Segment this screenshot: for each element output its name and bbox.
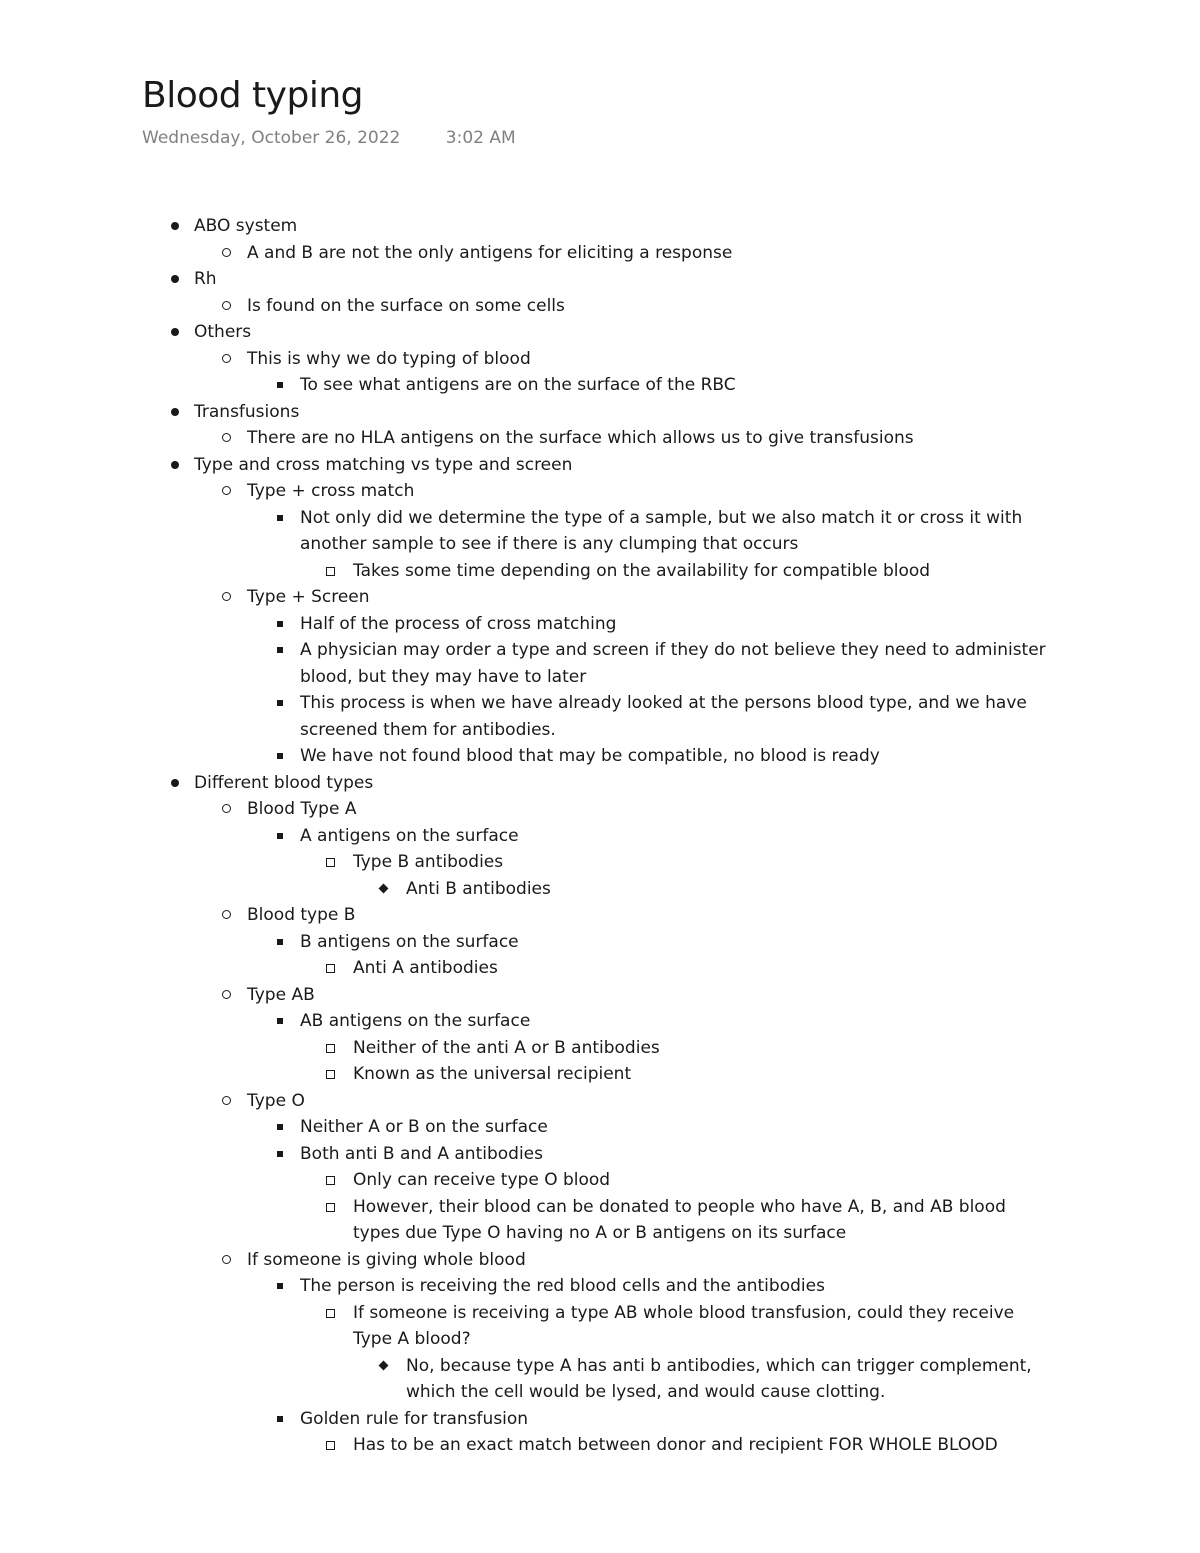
- outline-item-text: Is found on the surface on some cells: [247, 295, 565, 316]
- outline-item-text: A antigens on the surface: [300, 825, 519, 846]
- outline-item-level-1: [0, 770, 1200, 797]
- outline-item-level-2: [0, 293, 1200, 320]
- outline-item-level-2: [0, 1247, 1200, 1274]
- outline-item-level-4: [0, 1061, 1053, 1088]
- circle-bullet-icon: [222, 354, 231, 363]
- outline-item-level-3: [0, 372, 1060, 399]
- outline-item-text: Type and cross matching vs type and screen: [194, 454, 573, 475]
- outline-item-level-3: [0, 1273, 1060, 1300]
- outline-item-text: The person is receiving the red blood cells and the antibodies: [300, 1276, 825, 1296]
- outline-item-text: Others: [194, 322, 252, 342]
- outline-item-level-2: [0, 425, 1200, 452]
- outline-item-text: A and B are not the only antigens for eliciting a response: [247, 242, 733, 263]
- hollow-square-bullet-icon: [326, 858, 335, 867]
- outline-item-level-1: [0, 452, 1200, 479]
- outline-item-level-4: [0, 1300, 1053, 1353]
- outline-item-text: Anti A antibodies: [353, 958, 498, 978]
- hollow-square-bullet-icon: [326, 1176, 335, 1185]
- outline-item-level-2: [0, 346, 1200, 373]
- disc-bullet-icon: [171, 408, 179, 416]
- outline-item-text: Blood type B: [247, 905, 356, 925]
- outline-item-text: Half of the process of cross matching: [300, 613, 617, 634]
- outline-item-text: Different blood types: [194, 772, 374, 793]
- outline-item-level-3: [0, 1114, 1060, 1141]
- diamond-bullet-icon: [379, 1360, 389, 1370]
- outline-item-text: Neither of the anti A or B antibodies: [353, 1037, 660, 1058]
- circle-bullet-icon: [222, 910, 231, 919]
- square-bullet-icon: [277, 700, 283, 706]
- outline-item-level-5: [0, 876, 1066, 903]
- outline-item-text: Both anti B and A antibodies: [300, 1143, 543, 1164]
- outline-item-text: AB antigens on the surface: [300, 1011, 531, 1031]
- outline-item-text: Has to be an exact match between donor and recipient FOR WHOLE BLOOD: [353, 1435, 998, 1455]
- outline-item-level-3: [0, 743, 1060, 770]
- outline-item-text: This is why we do typing of blood: [247, 348, 531, 369]
- hollow-square-bullet-icon: [326, 567, 335, 576]
- hollow-square-bullet-icon: [326, 1044, 335, 1053]
- outline-item-text: B antigens on the surface: [300, 931, 519, 952]
- circle-bullet-icon: [222, 990, 231, 999]
- hollow-square-bullet-icon: [326, 1441, 335, 1450]
- square-bullet-icon: [277, 382, 283, 388]
- outline-item-level-4: [0, 1035, 1053, 1062]
- square-bullet-icon: [277, 1283, 283, 1289]
- circle-bullet-icon: [222, 486, 231, 495]
- outline-item-text: However, their blood can be donated to people who have A, B, and AB blood types due Type O having no A or B antigens on its surface: [353, 1196, 1006, 1243]
- outline-item-level-4: [0, 1194, 1053, 1247]
- outline-item-level-2: [0, 982, 1200, 1009]
- disc-bullet-icon: [171, 275, 179, 283]
- outline-item-level-2: [0, 1088, 1200, 1115]
- outline-item-level-4: [0, 1167, 1053, 1194]
- outline-item-level-1: [0, 213, 1200, 240]
- outline-item-level-3: [0, 637, 1060, 690]
- circle-bullet-icon: [222, 301, 231, 310]
- hollow-square-bullet-icon: [326, 1309, 335, 1318]
- outline-item-text: Anti B antibodies: [406, 878, 551, 899]
- outline-item-level-4: [0, 558, 1053, 585]
- outline-item-text: This process is when we have already looked at the persons blood type, and we have screened them for antibodies.: [300, 693, 1027, 740]
- outline-item-text: A physician may order a type and screen if they do not believe they need to administer blood, but they may have to later: [300, 640, 1046, 687]
- outline-item-level-3: [0, 1141, 1060, 1168]
- circle-bullet-icon: [222, 804, 231, 813]
- outline-item-text: ABO system: [194, 216, 298, 236]
- outline-item-level-3: [0, 690, 1060, 743]
- outline-item-level-2: [0, 796, 1200, 823]
- square-bullet-icon: [277, 647, 283, 653]
- page-title: Blood typing: [142, 75, 363, 116]
- page-time: 3:02 AM: [445, 128, 516, 148]
- outline-item-text: No, because type A has anti b antibodies, which can trigger complement, which the cell would be lysed, and would cause clotting.: [406, 1355, 1032, 1402]
- circle-bullet-icon: [222, 1255, 231, 1264]
- square-bullet-icon: [277, 1151, 283, 1157]
- notes-outline: [0, 213, 1200, 1459]
- outline-item-text: Type + Screen: [247, 587, 370, 607]
- outline-item-text: There are no HLA antigens on the surface which allows us to give transfusions: [247, 428, 914, 448]
- outline-item-level-3: [0, 1406, 1060, 1433]
- outline-item-level-1: [0, 319, 1200, 346]
- diamond-bullet-icon: [379, 883, 389, 893]
- outline-item-text: Neither A or B on the surface: [300, 1117, 548, 1137]
- square-bullet-icon: [277, 515, 283, 521]
- outline-item-text: Transfusions: [194, 401, 300, 422]
- outline-item-level-3: [0, 1008, 1060, 1035]
- circle-bullet-icon: [222, 248, 231, 257]
- square-bullet-icon: [277, 621, 283, 627]
- outline-item-level-5: [0, 1353, 1066, 1406]
- outline-item-text: Not only did we determine the type of a sample, but we also match it or cross it with another sample to see if there is any clumping that occurs: [300, 507, 1023, 554]
- outline-item-text: If someone is receiving a type AB whole blood transfusion, could they receive Type A blood?: [353, 1302, 1015, 1349]
- outline-item-level-3: [0, 505, 1060, 558]
- page-date: Wednesday, October 26, 2022: [142, 128, 401, 148]
- outline-item-level-2: [0, 478, 1200, 505]
- outline-item-level-2: [0, 240, 1200, 267]
- outline-item-text: If someone is giving whole blood: [247, 1249, 526, 1270]
- outline-item-level-3: [0, 823, 1060, 850]
- outline-item-level-3: [0, 611, 1060, 638]
- hollow-square-bullet-icon: [326, 1070, 335, 1079]
- outline-item-text: Golden rule for transfusion: [300, 1408, 529, 1429]
- circle-bullet-icon: [222, 592, 231, 601]
- outline-item-text: Type B antibodies: [353, 852, 504, 872]
- square-bullet-icon: [277, 939, 283, 945]
- outline-item-text: To see what antigens are on the surface of the RBC: [300, 375, 736, 395]
- outline-item-text: Rh: [194, 269, 217, 289]
- page-timestamp: [142, 124, 516, 152]
- outline-item-text: Type O: [247, 1090, 305, 1111]
- square-bullet-icon: [277, 1416, 283, 1422]
- outline-item-text: Blood Type A: [247, 799, 357, 819]
- disc-bullet-icon: [171, 779, 179, 787]
- outline-item-level-2: [0, 902, 1200, 929]
- outline-item-level-2: [0, 584, 1200, 611]
- circle-bullet-icon: [222, 433, 231, 442]
- square-bullet-icon: [277, 753, 283, 759]
- outline-item-text: Only can receive type O blood: [353, 1170, 611, 1190]
- disc-bullet-icon: [171, 222, 179, 230]
- hollow-square-bullet-icon: [326, 964, 335, 973]
- outline-item-text: Type + cross match: [247, 481, 415, 501]
- outline-item-level-3: [0, 929, 1060, 956]
- outline-item-text: We have not found blood that may be compatible, no blood is ready: [300, 746, 880, 766]
- outline-item-level-4: [0, 849, 1053, 876]
- disc-bullet-icon: [171, 328, 179, 336]
- outline-item-text: Takes some time depending on the availability for compatible blood: [353, 560, 931, 581]
- outline-item-level-1: [0, 266, 1200, 293]
- circle-bullet-icon: [222, 1096, 231, 1105]
- outline-item-text: Type AB: [247, 984, 315, 1005]
- outline-item-level-1: [0, 399, 1200, 426]
- outline-item-level-4: [0, 1432, 1053, 1459]
- square-bullet-icon: [277, 1124, 283, 1130]
- outline-item-level-4: [0, 955, 1053, 982]
- square-bullet-icon: [277, 833, 283, 839]
- disc-bullet-icon: [171, 461, 179, 469]
- hollow-square-bullet-icon: [326, 1203, 335, 1212]
- outline-item-text: Known as the universal recipient: [353, 1064, 632, 1084]
- square-bullet-icon: [277, 1018, 283, 1024]
